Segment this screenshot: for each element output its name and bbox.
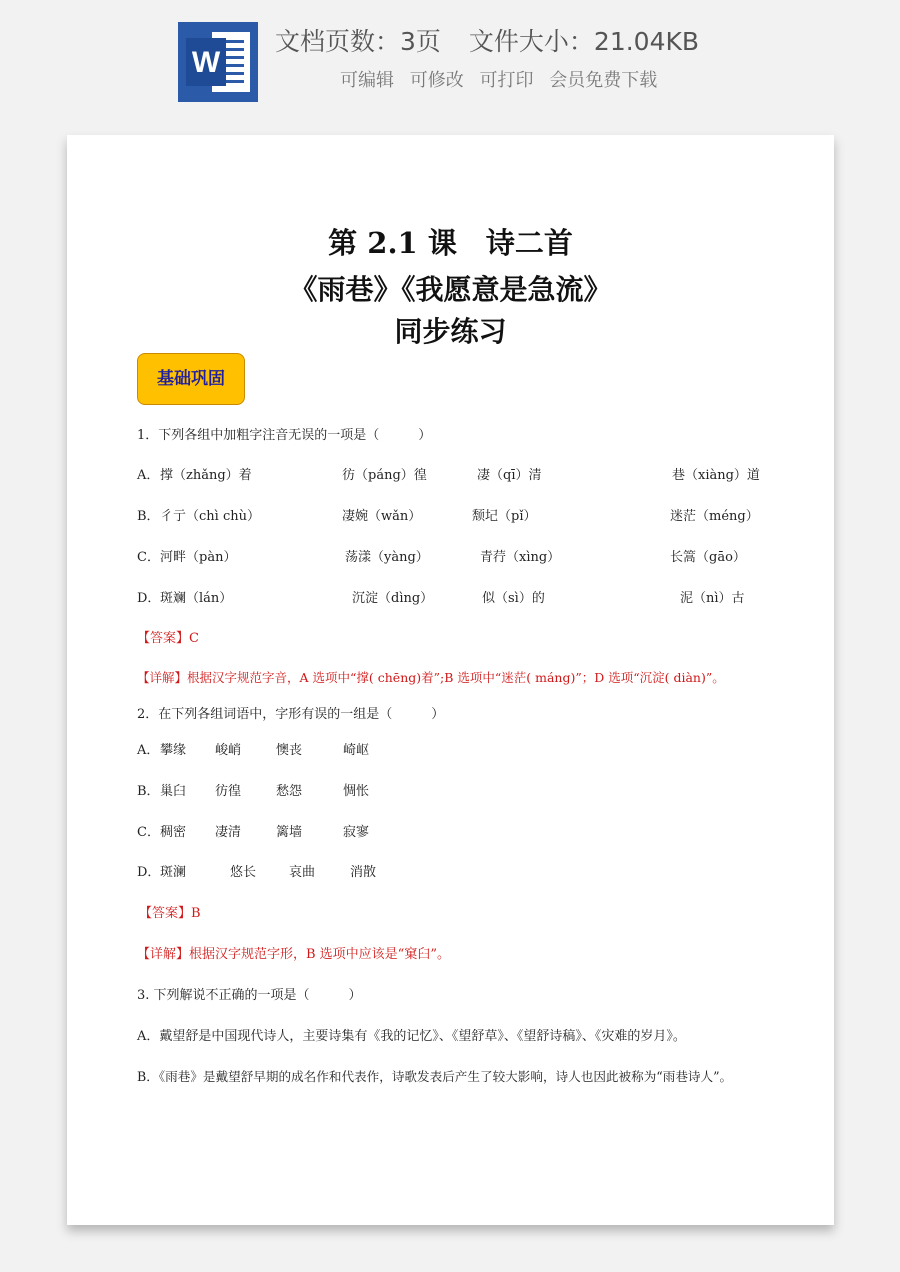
q2-a-item: 峻峭 (215, 743, 242, 758)
q1-option-d-label: D． (137, 591, 161, 606)
feature-member-download: 会员免费下载 (549, 70, 658, 91)
page-count: 文档页数：3页 (275, 27, 441, 56)
q2-c-item: 篱墙 (276, 825, 303, 840)
q2-a-item: 懊丧 (276, 743, 303, 758)
q2-a-item: 攀缘 (160, 743, 187, 758)
q1-explanation: 【详解】根据汉字规范字音，A 选项中“撑( chēng)着”;B 选项中“迷茫( máng)”；D 选项“沉淀( diàn)”。 (137, 670, 725, 685)
q1-c-item: 河畔（pàn） (160, 550, 237, 565)
feature-printable: 可打印 (479, 70, 534, 91)
q1-a-item: 巷（xiàng）道 (672, 468, 760, 483)
q1-d-item: 似（sì）的 (482, 591, 545, 606)
q1-answer: 【答案】C (137, 631, 199, 646)
q2-option-a-label: A． (137, 743, 160, 758)
q1-b-item: 凄婉（wǎn） (342, 509, 422, 524)
q2-d-item: 悠长 (230, 865, 257, 880)
q2-option-d-label: D． (137, 865, 161, 880)
q2-stem: 2．在下列各组词语中，字形有误的一组是（ ） (137, 707, 445, 722)
file-meta (275, 22, 699, 58)
word-doc-icon (178, 22, 258, 102)
q2-c-item: 寂寥 (343, 825, 370, 840)
practice-title: 同步练习 (394, 315, 507, 348)
q1-option-c-label: C． (137, 550, 160, 565)
feature-list (340, 66, 667, 92)
q2-explanation: 【详解】根据汉字规范字形，B 选项中应该是“窠臼”。 (137, 947, 450, 962)
q1-a-item: 撑（zhǎng）着 (160, 468, 252, 483)
q1-option-a-label: A． (137, 468, 160, 483)
q3-option-a: A．戴望舒是中国现代诗人，主要诗集有《我的记忆》、《望舒草》、《望舒诗稿》、《灾难的岁月》。 (137, 1029, 686, 1044)
section-badge: 基础巩固 (137, 353, 245, 405)
q2-answer: 【答案】B (139, 906, 201, 921)
q1-c-item: 青荇（xìng） (480, 550, 561, 565)
poem-titles: 《雨巷》《我愿意是急流》 (289, 273, 612, 306)
q2-d-item: 哀曲 (289, 865, 316, 880)
q2-b-item: 愁怨 (276, 784, 303, 799)
q2-b-item: 彷徨 (215, 784, 242, 799)
q1-option-b-label: B． (137, 509, 160, 524)
q1-d-item: 斑斓（lán） (160, 591, 233, 606)
q2-d-item: 消散 (350, 865, 377, 880)
q2-d-item: 斑澜 (160, 865, 187, 880)
q2-c-item: 凄清 (215, 825, 242, 840)
document-page (67, 135, 834, 1225)
q1-d-item: 泥（nì）古 (680, 591, 745, 606)
lesson-title: 第 2.1 课 诗二首 (328, 226, 573, 260)
q1-a-item: 彷（páng）徨 (342, 468, 427, 483)
word-icon-letter: W (191, 46, 221, 79)
q1-d-item: 沉淀（dìng） (352, 591, 434, 606)
q2-option-b-label: B． (137, 784, 160, 799)
q2-b-item: 巢臼 (160, 784, 187, 799)
q1-b-item: 迷茫（méng） (670, 509, 759, 524)
q2-a-item: 崎岖 (343, 743, 370, 758)
q3-option-b: B．《雨巷》是戴望舒早期的成名作和代表作，诗歌发表后产生了较大影响，诗人也因此被称为“雨巷诗人”。 (137, 1069, 733, 1084)
q2-option-c-label: C． (137, 825, 160, 840)
file-size: 文件大小：21.04KB (468, 27, 700, 56)
q1-b-item: 彳亍（chì chù） (160, 509, 260, 524)
feature-editable: 可编辑 (340, 70, 394, 91)
download-info-header (0, 0, 900, 120)
q3-stem: 3. 下列解说不正确的一项是（ ） (137, 988, 362, 1003)
q1-a-item: 凄（qī）清 (477, 468, 542, 483)
q2-c-item: 稠密 (160, 825, 187, 840)
q1-b-item: 颓圮（pǐ） (472, 509, 537, 524)
q1-stem: 1．下列各组中加粗字注音无误的一项是（ ） (137, 428, 432, 443)
q1-c-item: 长篙（gāo） (670, 550, 746, 565)
q1-c-item: 荡漾（yàng） (345, 550, 429, 565)
q2-b-item: 惆怅 (343, 784, 370, 799)
feature-modifiable: 可修改 (409, 70, 464, 91)
